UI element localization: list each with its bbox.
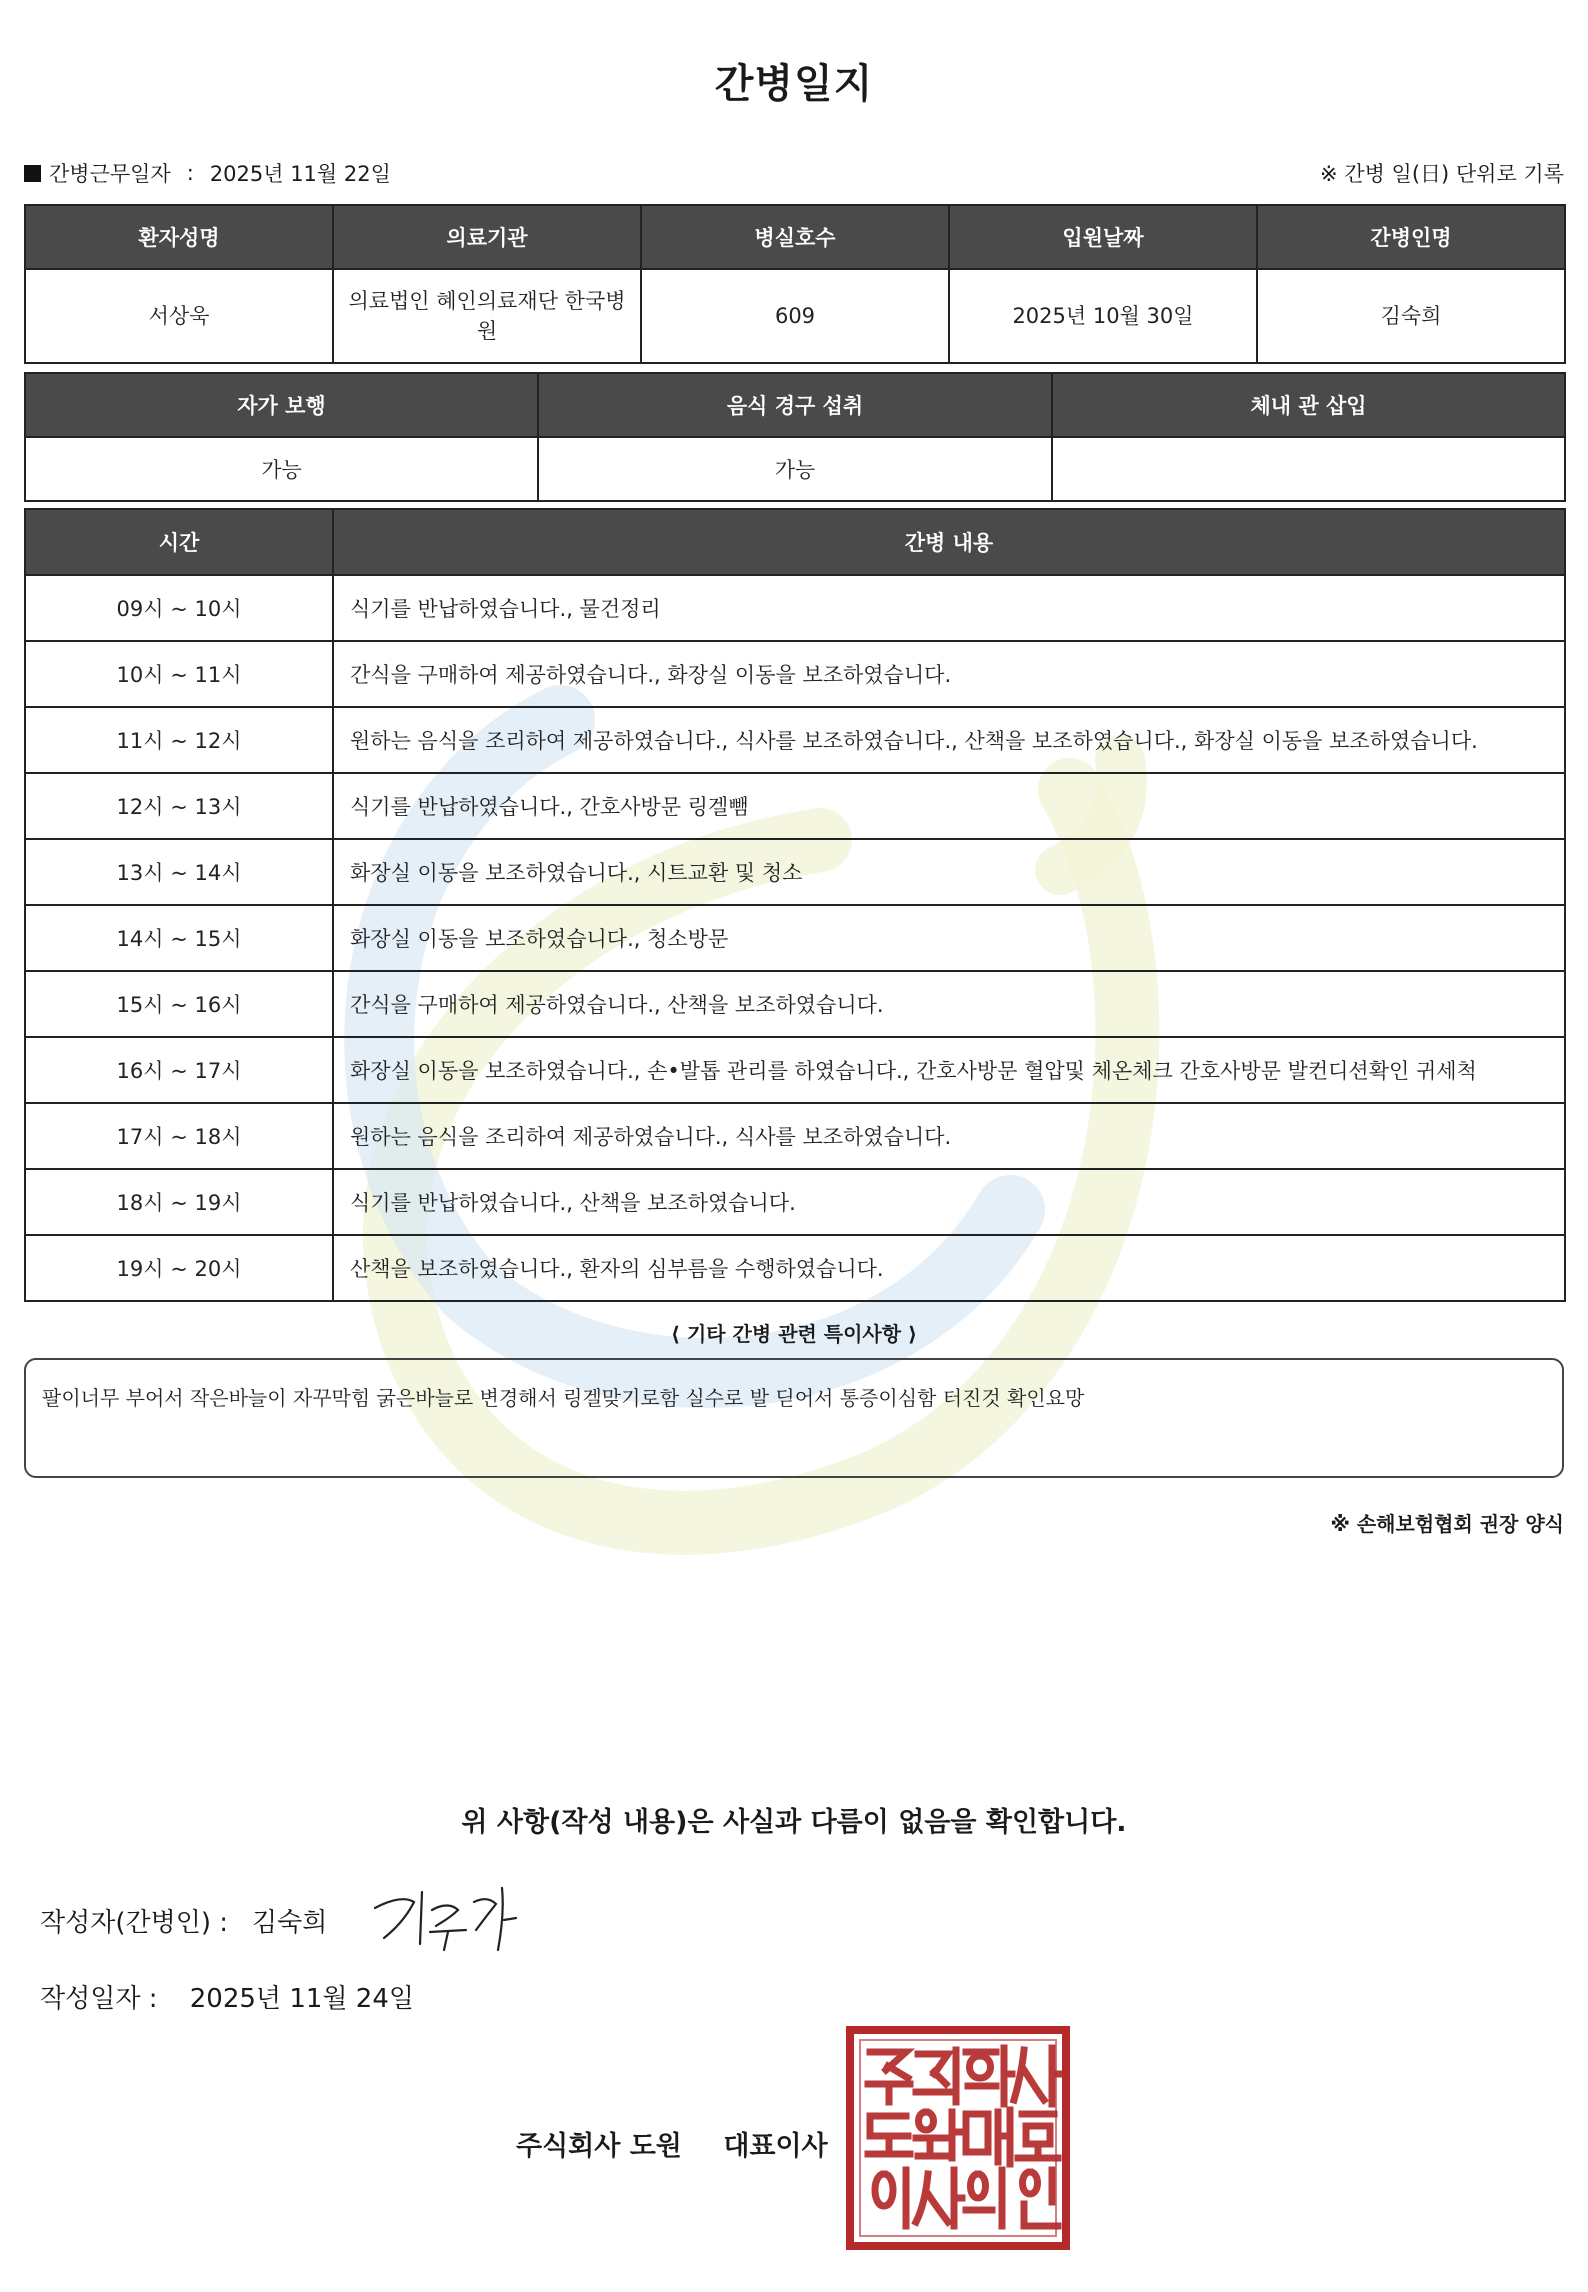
square-bullet-icon xyxy=(24,165,41,182)
header-oral-intake: 음식 경구 섭취 xyxy=(538,373,1052,437)
row-time: 17시 ~ 18시 xyxy=(25,1103,333,1169)
table-row xyxy=(25,773,1565,839)
institution-name: 의료법인 혜인의료재단 한국병원 xyxy=(333,269,641,363)
form-source-note: ※ 손해보험협회 권장 양식 xyxy=(1330,1512,1564,1536)
patient-name: 서상욱 xyxy=(25,269,333,363)
row-time: 15시 ~ 16시 xyxy=(25,971,333,1037)
row-time: 19시 ~ 20시 xyxy=(25,1235,333,1301)
writer-line xyxy=(40,1902,327,1939)
header-admission-date: 입원날짜 xyxy=(949,205,1257,269)
row-time: 14시 ~ 15시 xyxy=(25,905,333,971)
work-date-label: 간병근무일자 xyxy=(49,162,171,186)
header-tube-insertion: 체내 관 삽입 xyxy=(1052,373,1565,437)
row-content: 원하는 음식을 조리하여 제공하였습니다., 식사를 보조하였습니다. xyxy=(333,1103,1565,1169)
header-caregiver-name: 간병인명 xyxy=(1257,205,1565,269)
row-content: 간식을 구매하여 제공하였습니다., 산책을 보조하였습니다. xyxy=(333,971,1565,1037)
work-date-separator: : xyxy=(186,161,194,185)
work-date-value: 2025년 11월 22일 xyxy=(209,162,391,186)
header-room-number: 병실호수 xyxy=(641,205,949,269)
row-time: 11시 ~ 12시 xyxy=(25,707,333,773)
header-patient-name: 환자성명 xyxy=(25,205,333,269)
company-line xyxy=(516,2124,828,2163)
ceo-title: 대표이사 xyxy=(723,2131,828,2162)
row-time: 18시 ~ 19시 xyxy=(25,1169,333,1235)
write-date-line xyxy=(40,1978,414,2015)
work-date-line xyxy=(24,158,391,188)
company-name: 주식회사 도원 xyxy=(516,2131,682,2162)
row-content: 산책을 보조하였습니다., 환자의 심부름을 수행하였습니다. xyxy=(333,1235,1565,1301)
notes-title: ⟨ 기타 간병 관련 특이사항 ⟩ xyxy=(670,1322,918,1346)
row-time: 09시 ~ 10시 xyxy=(25,575,333,641)
row-content: 화장실 이동을 보조하였습니다., 손•발톱 관리를 하였습니다., 간호사방문 혈압및 체온체크 간호사방문 발컨디션확인 귀세척 xyxy=(333,1037,1565,1103)
company-seal-stamp xyxy=(846,2026,1070,2250)
table-row xyxy=(25,971,1565,1037)
notes-box: 팔이너무 부어서 작은바늘이 자꾸막힘 굵은바늘로 변경해서 링겔맞기로함 실수로 발 딛어서 통증이심함 터진것 확인요망 xyxy=(24,1358,1564,1478)
row-time: 10시 ~ 11시 xyxy=(25,641,333,707)
table-row xyxy=(25,575,1565,641)
self-walking-value: 가능 xyxy=(25,437,538,501)
unit-note: ※ 간병 일(日) 단위로 기록 xyxy=(1320,162,1564,186)
oral-intake-value: 가능 xyxy=(538,437,1052,501)
row-content: 식기를 반납하였습니다., 산책을 보조하였습니다. xyxy=(333,1169,1565,1235)
header-time: 시간 xyxy=(25,509,333,575)
header-care-content: 간병 내용 xyxy=(333,509,1565,575)
confirmation-statement: 위 사항(작성 내용)은 사실과 다름이 없음을 확인합니다. xyxy=(461,1807,1127,1838)
row-content: 식기를 반납하였습니다., 간호사방문 링겔뺌 xyxy=(333,773,1565,839)
caregiver-name: 김숙희 xyxy=(1257,269,1565,363)
row-time: 16시 ~ 17시 xyxy=(25,1037,333,1103)
care-log-table xyxy=(24,508,1566,1302)
write-date-value: 2025년 11월 24일 xyxy=(189,1984,414,2014)
row-time: 12시 ~ 13시 xyxy=(25,773,333,839)
row-content: 간식을 구매하여 제공하였습니다., 화장실 이동을 보조하였습니다. xyxy=(333,641,1565,707)
table-row xyxy=(25,1037,1565,1103)
room-number: 609 xyxy=(641,269,949,363)
row-content: 식기를 반납하였습니다., 물건정리 xyxy=(333,575,1565,641)
tube-insertion-value xyxy=(1052,437,1565,501)
writer-name: 김숙희 xyxy=(252,1908,328,1938)
table-row xyxy=(25,1103,1565,1169)
table-row xyxy=(25,839,1565,905)
patient-info-table xyxy=(24,204,1566,364)
header-institution: 의료기관 xyxy=(333,205,641,269)
admission-date: 2025년 10월 30일 xyxy=(949,269,1257,363)
row-time: 13시 ~ 14시 xyxy=(25,839,333,905)
table-row xyxy=(25,641,1565,707)
document-title: 간병일지 xyxy=(714,61,874,107)
handwritten-signature xyxy=(370,1880,540,1960)
table-row xyxy=(25,1169,1565,1235)
row-content: 화장실 이동을 보조하였습니다., 청소방문 xyxy=(333,905,1565,971)
row-content: 화장실 이동을 보조하였습니다., 시트교환 및 청소 xyxy=(333,839,1565,905)
row-content: 원하는 음식을 조리하여 제공하였습니다., 식사를 보조하였습니다., 산책을 보조하였습니다., 화장실 이동을 보조하였습니다. xyxy=(333,707,1565,773)
patient-status-table xyxy=(24,372,1566,502)
table-row xyxy=(25,707,1565,773)
writer-label: 작성자(간병인) : xyxy=(40,1908,229,1938)
write-date-label: 작성일자 : xyxy=(40,1984,158,2014)
table-row xyxy=(25,905,1565,971)
table-row xyxy=(25,1235,1565,1301)
header-self-walking: 자가 보행 xyxy=(25,373,538,437)
